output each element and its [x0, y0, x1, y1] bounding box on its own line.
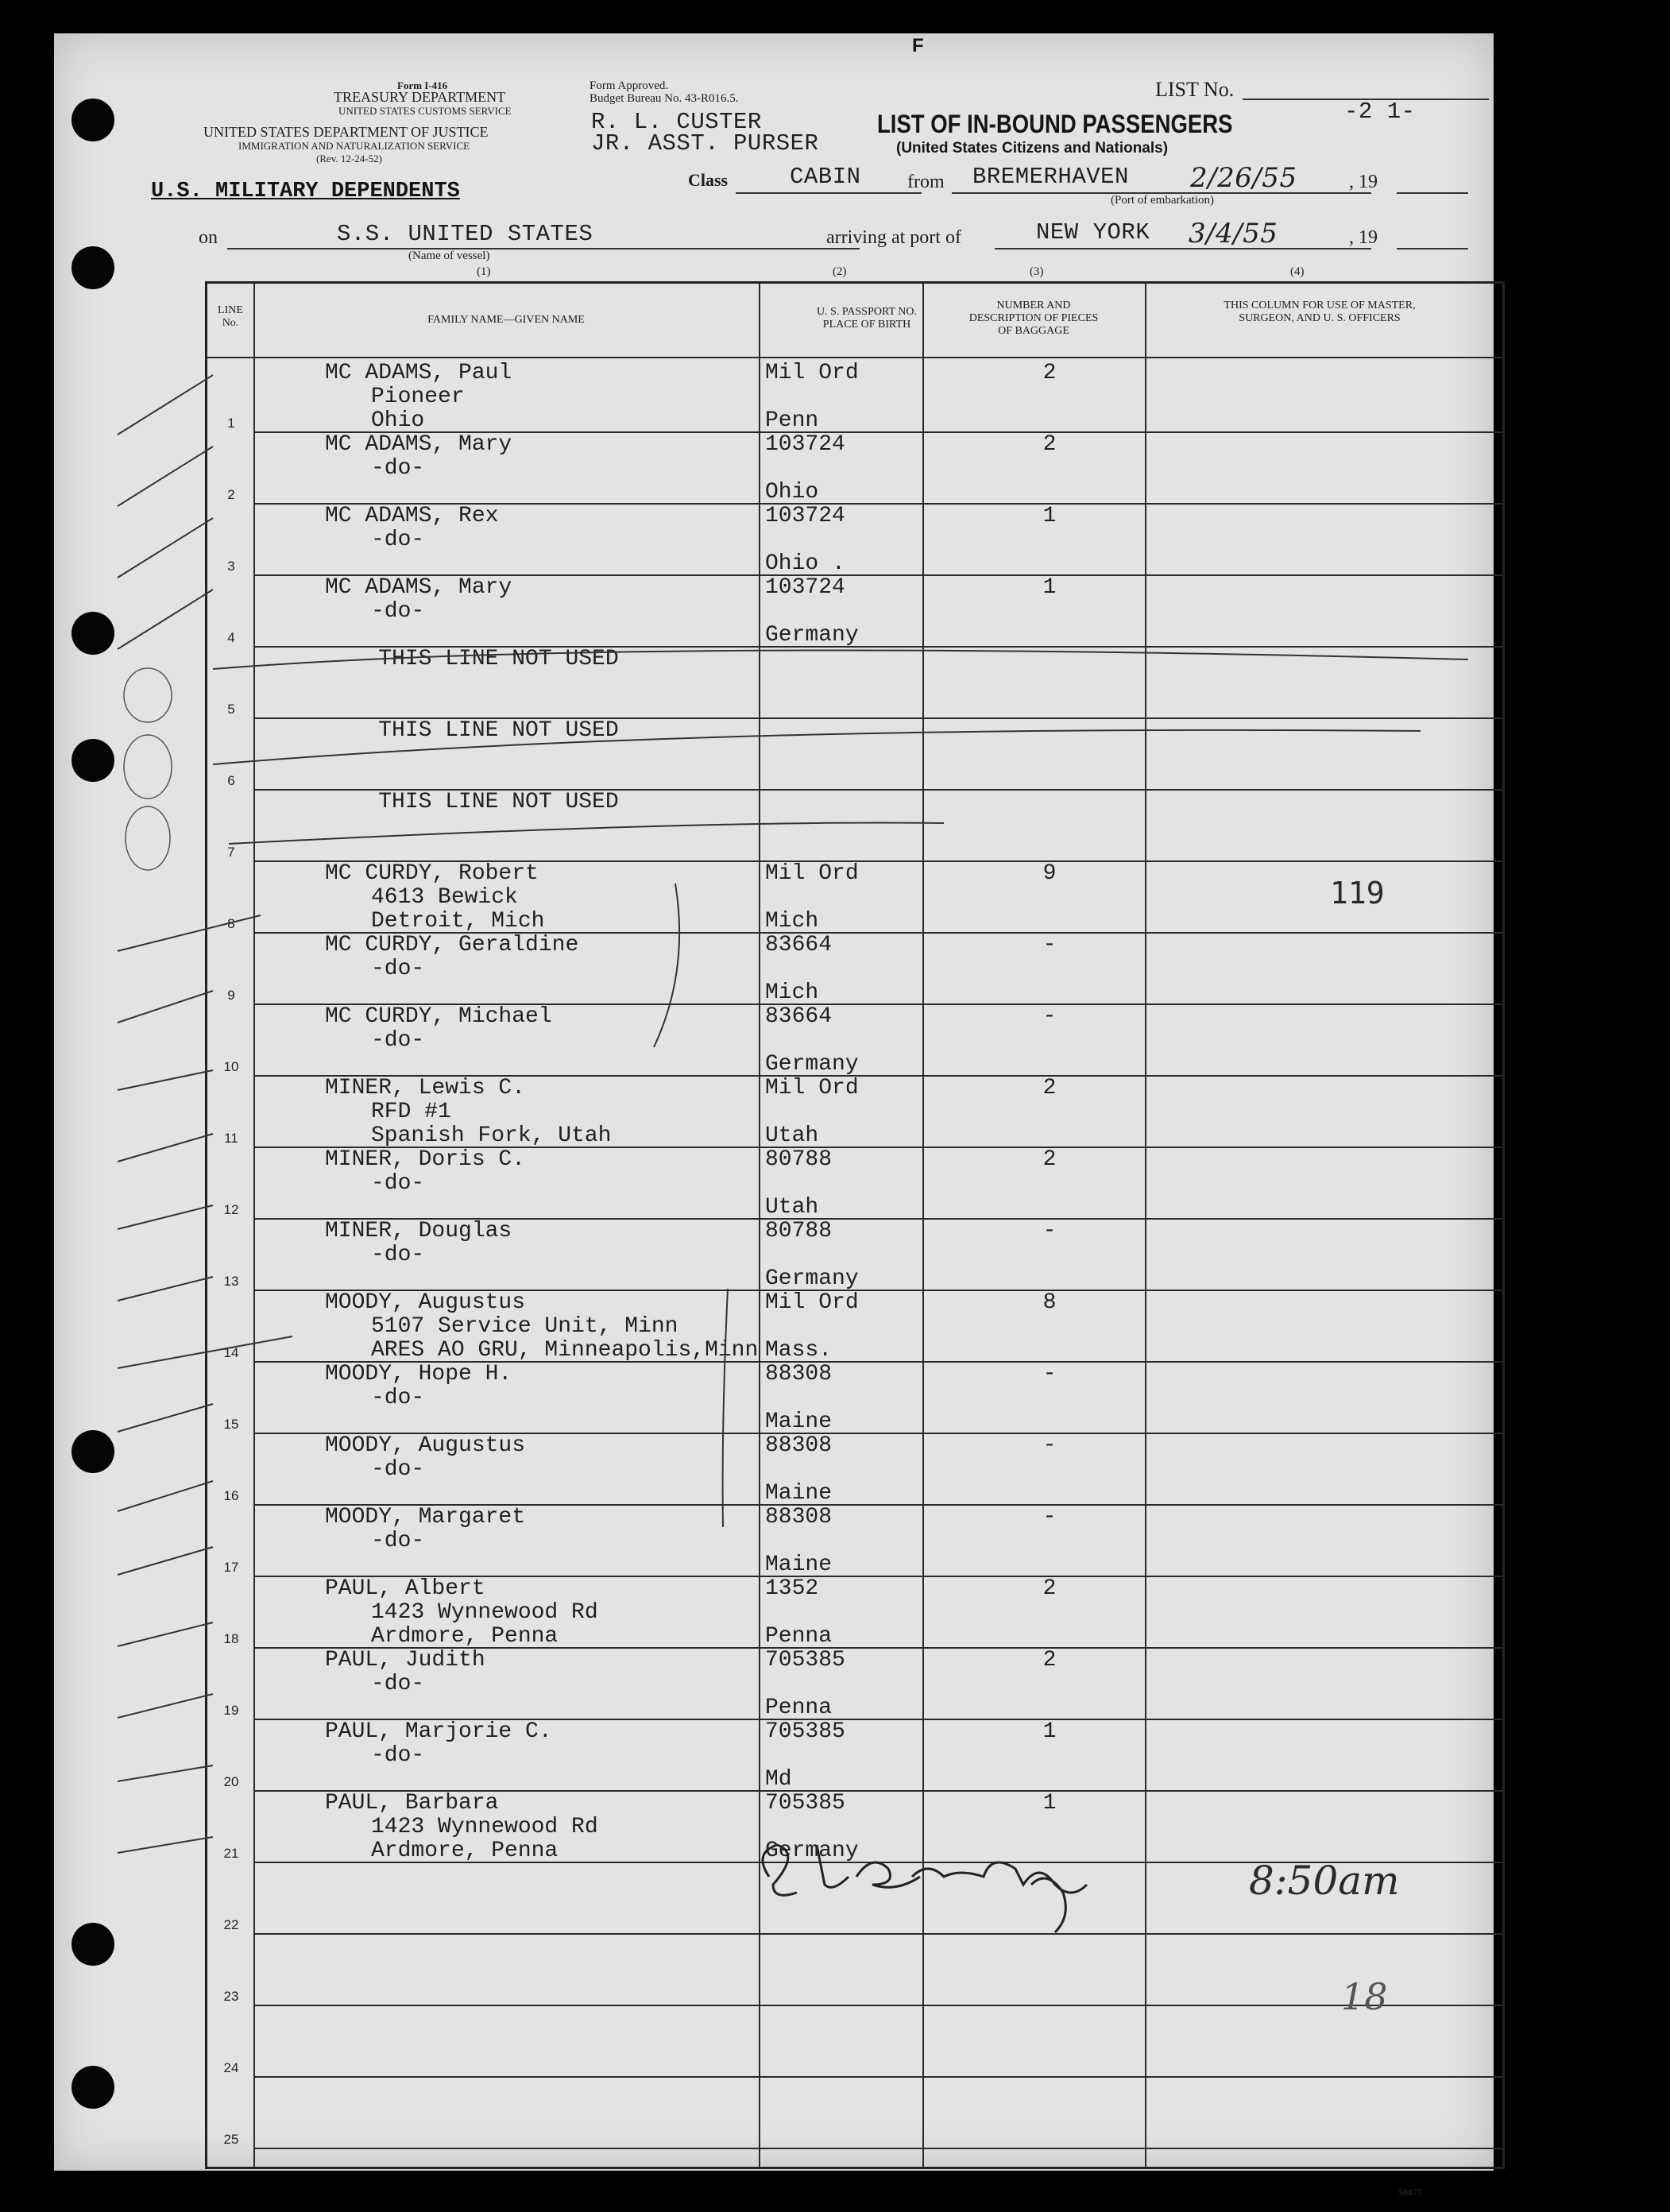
column-header-name: FAMILY NAME—GIVEN NAME [427, 314, 585, 326]
column-number-1: (1) [477, 265, 491, 278]
passenger-name: MC CURDY, Geraldine [325, 933, 579, 957]
line-number: 16 [223, 1488, 239, 1503]
line-number: 24 [223, 2060, 239, 2075]
column-number-2: (2) [833, 265, 847, 278]
passenger-name: THIS LINE NOT USED [325, 647, 619, 671]
passenger-name: MC CURDY, Michael [325, 1004, 552, 1029]
passenger-address-1: Pioneer [371, 385, 465, 409]
document-page [54, 33, 1494, 2198]
line-number: 11 [224, 1131, 238, 1146]
place-of-birth: Maine [765, 1481, 833, 1506]
line-number: 22 [223, 1917, 239, 1932]
line-number: 6 [227, 773, 235, 788]
place-of-birth: Md [765, 1767, 792, 1792]
line-number: 18 [223, 1631, 239, 1646]
passenger-address-1: -do- [371, 1386, 425, 1410]
page-count-note: 18 [1341, 1975, 1388, 2018]
passport-number: 705385 [765, 1648, 845, 1673]
from-date: 2/26/55 [1190, 162, 1297, 194]
time-note: 8:50am [1249, 1858, 1400, 1904]
passport-number: 88308 [765, 1505, 833, 1529]
passenger-name: PAUL, Albert [325, 1576, 485, 1601]
treasury-department: TREASURY DEPARTMENT [334, 89, 506, 105]
passport-number: 103724 [765, 504, 845, 528]
line-number: 9 [227, 988, 235, 1003]
passenger-name: THIS LINE NOT USED [325, 718, 619, 743]
from-label: from [907, 172, 945, 192]
column-header-line: LINE No. [218, 304, 243, 329]
passenger-address-1: -do- [371, 599, 425, 624]
form-number: Form I-416 [397, 79, 448, 91]
vessel-name-label: (Name of vessel) [408, 249, 490, 262]
place-of-birth: Penn [765, 408, 819, 433]
passenger-address-1: RFD #1 [371, 1100, 451, 1124]
form-title: LIST OF IN-BOUND PASSENGERS [877, 110, 1233, 138]
passenger-address-1: -do- [371, 957, 425, 981]
footer-code: 50877 [1398, 2187, 1422, 2198]
passport-number: 88308 [765, 1433, 833, 1458]
revision-date: (Rev. 12-24-52) [316, 153, 382, 164]
year-prefix-1: , 19 [1349, 172, 1378, 192]
line-number: 23 [223, 1989, 239, 2004]
line-number: 2 [227, 487, 235, 502]
passenger-address-1: 5107 Service Unit, Minn [371, 1314, 678, 1339]
passenger-name: PAUL, Barbara [325, 1791, 499, 1816]
passenger-name: MINER, Doris C. [325, 1147, 526, 1172]
passenger-address-2: Ardmore, Penna [371, 1624, 559, 1649]
passenger-address-1: -do- [371, 1672, 425, 1696]
line-number: 21 [223, 1846, 239, 1861]
passenger-name: PAUL, Judith [325, 1648, 485, 1673]
passport-number: Mil Ord [765, 1076, 859, 1100]
passport-number: 705385 [765, 1719, 845, 1744]
passenger-address-1: -do- [371, 1529, 425, 1553]
budget-bureau: Budget Bureau No. 43-R016.5. [590, 92, 739, 105]
line-number: 8 [227, 916, 235, 931]
passenger-name: MOODY, Augustus [325, 1433, 526, 1458]
passenger-name: MC ADAMS, Rex [325, 504, 499, 528]
column-header-officers: THIS COLUMN FOR USE OF MASTER, SURGEON, AND U. S. OFFICERS [1224, 300, 1416, 324]
arrival-date: 3/4/55 [1189, 218, 1278, 249]
line-number: 1 [227, 416, 235, 431]
class-label: Class [688, 170, 729, 190]
class-value: CABIN [790, 164, 861, 190]
passenger-address-2: Ohio [371, 408, 425, 433]
baggage-count: - [1042, 1505, 1057, 1529]
baggage-count: 2 [1042, 1147, 1057, 1172]
officer-note: 119 [1330, 876, 1385, 911]
passenger-address-1: -do- [371, 1028, 425, 1053]
line-number: 14 [223, 1345, 239, 1360]
place-of-birth: Utah [765, 1123, 819, 1148]
baggage-count: 2 [1042, 361, 1057, 385]
from-port: BREMERHAVEN [972, 164, 1129, 190]
passenger-address-1: -do- [371, 1743, 425, 1768]
immigration-service: IMMIGRATION AND NATURALIZATION SERVICE [238, 140, 470, 152]
place-of-birth: Mass. [765, 1338, 833, 1363]
port-embarkation-label: (Port of embarkation) [1111, 194, 1214, 207]
purser-title: JR. ASST. PURSER [591, 130, 819, 157]
year-prefix-2: , 19 [1349, 227, 1378, 248]
passport-number: 705385 [765, 1791, 845, 1816]
passport-number: 83664 [765, 1004, 833, 1029]
line-number: 5 [227, 702, 235, 717]
passenger-name: PAUL, Marjorie C. [325, 1719, 552, 1744]
line-number: 3 [227, 559, 235, 574]
passenger-address-1: 4613 Bewick [371, 885, 518, 910]
list-no-value: -2 1- [1344, 99, 1416, 125]
line-number: 15 [223, 1417, 239, 1432]
customs-service: UNITED STATES CUSTOMS SERVICE [338, 105, 512, 117]
place-of-birth: Maine [765, 1410, 833, 1434]
arrival-port: NEW YORK [1036, 219, 1150, 246]
line-number: 25 [223, 2132, 239, 2147]
baggage-count: 2 [1042, 1076, 1057, 1100]
baggage-count: - [1042, 933, 1057, 957]
passenger-name: MOODY, Margaret [325, 1505, 526, 1529]
passenger-address-2: ARES AO GRU, Minneapolis,Minn [371, 1338, 759, 1363]
passenger-address-2: Spanish Fork, Utah [371, 1123, 612, 1148]
baggage-count: 2 [1042, 1648, 1057, 1673]
place-of-birth: Germany [765, 1266, 859, 1291]
column-header-baggage: NUMBER AND DESCRIPTION OF PIECES OF BAGGAGE [968, 300, 1099, 337]
line-number: 12 [223, 1202, 239, 1217]
signature-and-marks [54, 33, 1494, 2171]
column-header-passport: U. S. PASSPORT NO. PLACE OF BIRTH [817, 306, 917, 331]
passenger-name: MOODY, Hope H. [325, 1362, 512, 1386]
line-number: 4 [227, 630, 235, 645]
baggage-count: - [1042, 1362, 1057, 1386]
baggage-count: 1 [1042, 504, 1057, 528]
on-label: on [199, 227, 218, 248]
passenger-address-1: -do- [371, 1171, 425, 1196]
line-number: 10 [223, 1059, 239, 1074]
column-number-4: (4) [1290, 265, 1305, 278]
place-of-birth: Penna [765, 1696, 833, 1720]
baggage-count: 2 [1042, 432, 1057, 457]
passport-number: 1352 [765, 1576, 819, 1601]
category-label: U.S. MILITARY DEPENDENTS [151, 180, 460, 203]
passport-number: 83664 [765, 933, 833, 957]
passenger-address-2: Detroit, Mich [371, 909, 545, 934]
passport-number: 103724 [765, 432, 845, 457]
passenger-address-1: -do- [371, 528, 425, 552]
passenger-address-1: 1423 Wynnewood Rd [371, 1600, 598, 1625]
passenger-address-2: Ardmore, Penna [371, 1839, 559, 1863]
baggage-count: 9 [1042, 861, 1057, 886]
arriving-label: arriving at port of [826, 227, 961, 248]
line-number: 7 [227, 845, 235, 860]
passenger-address-1: -do- [371, 456, 425, 481]
passport-number: 103724 [765, 575, 845, 600]
place-of-birth: Germany [765, 1052, 859, 1077]
line-number: 13 [223, 1274, 239, 1289]
passenger-name: MC ADAMS, Mary [325, 432, 512, 457]
passenger-address-1: 1423 Wynnewood Rd [371, 1815, 598, 1839]
place-of-birth: Maine [765, 1553, 833, 1577]
purser-name: R. L. CUSTER [591, 109, 762, 135]
vessel-name: S.S. UNITED STATES [337, 221, 593, 247]
column-number-3: (3) [1030, 265, 1044, 278]
place-of-birth: Ohio [765, 480, 819, 505]
baggage-count: 1 [1042, 1719, 1057, 1744]
line-number: 17 [223, 1560, 239, 1575]
passenger-name: MC CURDY, Robert [325, 861, 539, 886]
baggage-count: 1 [1042, 1791, 1057, 1816]
passport-number: 88308 [765, 1362, 833, 1386]
line-number: 20 [223, 1774, 239, 1789]
passenger-address-1: -do- [371, 1243, 425, 1267]
baggage-count: 1 [1042, 575, 1057, 600]
place-of-birth: Utah [765, 1195, 819, 1220]
place-of-birth: Mich [765, 980, 819, 1005]
baggage-count: 8 [1042, 1290, 1057, 1315]
line-number: 19 [223, 1703, 239, 1718]
form-approved: Form Approved. [590, 79, 669, 92]
justice-department: UNITED STATES DEPARTMENT OF JUSTICE [203, 124, 489, 140]
passport-number: Mil Ord [765, 361, 859, 385]
place-of-birth: Penna [765, 1624, 833, 1649]
passenger-name: MINER, Lewis C. [325, 1076, 526, 1100]
passenger-name: MC ADAMS, Paul [325, 361, 512, 385]
passenger-name: MOODY, Augustus [325, 1290, 526, 1315]
baggage-count: - [1042, 1219, 1057, 1243]
place-of-birth: Mich [765, 909, 819, 934]
place-of-birth: Germany [765, 1839, 859, 1863]
list-no-label: LIST No. [1155, 78, 1235, 101]
place-of-birth: Germany [765, 623, 859, 648]
passport-number: 80788 [765, 1147, 833, 1172]
form-subtitle: (United States Citizens and Nationals) [896, 140, 1169, 157]
place-of-birth: Ohio . [765, 551, 845, 576]
passenger-name: MINER, Douglas [325, 1219, 512, 1243]
passenger-name: MC ADAMS, Mary [325, 575, 512, 600]
passenger-address-1: -do- [371, 1457, 425, 1482]
baggage-count: 2 [1042, 1576, 1057, 1601]
baggage-count: - [1042, 1433, 1057, 1458]
passport-number: Mil Ord [765, 861, 859, 886]
passenger-name: THIS LINE NOT USED [325, 790, 619, 814]
baggage-count: - [1042, 1004, 1057, 1029]
passport-number: Mil Ord [765, 1290, 859, 1315]
top-mark: F [912, 35, 924, 56]
passport-number: 80788 [765, 1219, 833, 1243]
